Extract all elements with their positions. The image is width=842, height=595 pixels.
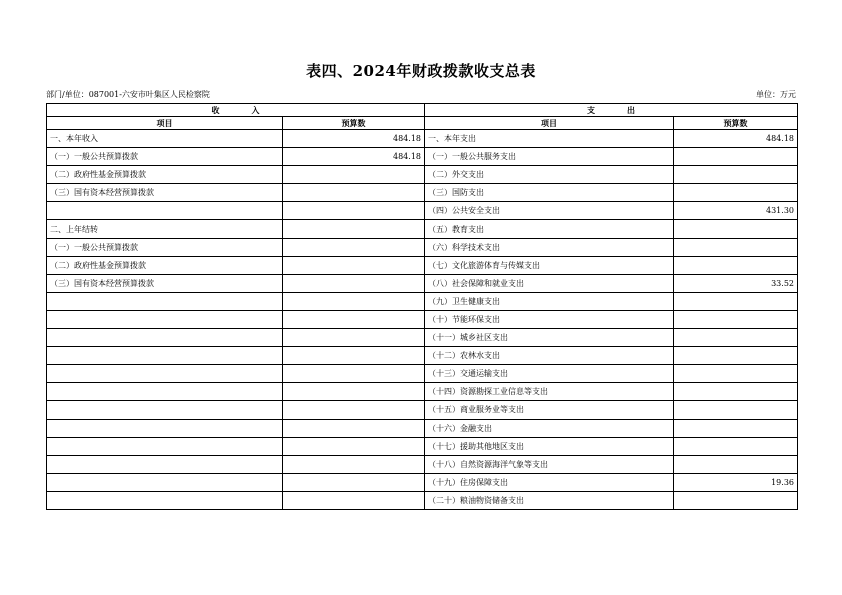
income-budget-header: 预算数 — [283, 117, 425, 130]
income-item-cell — [47, 401, 283, 419]
expense-section-header: 支 出 — [425, 104, 798, 117]
income-value-cell — [283, 292, 425, 310]
section-header-row — [47, 104, 798, 117]
income-value-cell — [283, 220, 425, 238]
department-label: 部门/单位：087001-六安市叶集区人民检察院 — [46, 90, 210, 99]
expense-item-cell: 一、本年支出 — [425, 130, 674, 148]
expense-item-cell: （六）科学技术支出 — [425, 238, 674, 256]
table-row — [47, 184, 798, 202]
income-item-cell: （三）国有资本经营预算拨款 — [47, 274, 283, 292]
expense-value-cell — [674, 220, 798, 238]
income-value-cell — [283, 274, 425, 292]
expense-value-cell: 19.36 — [674, 473, 798, 491]
expense-value-cell — [674, 437, 798, 455]
expense-item-cell: （十七）援助其他地区支出 — [425, 437, 674, 455]
income-item-cell: 二、上年结转 — [47, 220, 283, 238]
expense-value-cell — [674, 310, 798, 328]
income-item-cell: （二）政府性基金预算拨款 — [47, 256, 283, 274]
income-item-header: 项目 — [47, 117, 283, 130]
income-value-cell — [283, 347, 425, 365]
income-value-cell — [283, 184, 425, 202]
table-row — [47, 329, 798, 347]
expense-budget-header: 预算数 — [674, 117, 798, 130]
budget-summary-table — [46, 103, 798, 510]
table-row — [47, 383, 798, 401]
expense-item-cell: （十一）城乡社区支出 — [425, 329, 674, 347]
expense-value-cell: 484.18 — [674, 130, 798, 148]
expense-item-cell: （十六）金融支出 — [425, 419, 674, 437]
income-item-cell — [47, 473, 283, 491]
expense-value-cell — [674, 455, 798, 473]
income-value-cell — [283, 383, 425, 401]
income-item-cell — [47, 365, 283, 383]
income-value-cell — [283, 329, 425, 347]
table-row — [47, 292, 798, 310]
expense-value-cell — [674, 383, 798, 401]
expense-item-cell: （三）国防支出 — [425, 184, 674, 202]
table-row — [47, 274, 798, 292]
expense-item-cell: （二十）粮油物资储备支出 — [425, 491, 674, 509]
table-row — [47, 256, 798, 274]
table-row — [47, 419, 798, 437]
expense-item-cell: （七）文化旅游体育与传媒支出 — [425, 256, 674, 274]
expense-item-cell: （十八）自然资源海洋气象等支出 — [425, 455, 674, 473]
expense-item-cell: （八）社会保障和就业支出 — [425, 274, 674, 292]
table-row — [47, 401, 798, 419]
income-value-cell — [283, 491, 425, 509]
income-value-cell — [283, 437, 425, 455]
expense-item-cell: （十五）商业服务业等支出 — [425, 401, 674, 419]
expense-item-cell: （一）一般公共服务支出 — [425, 148, 674, 166]
table-row — [47, 148, 798, 166]
income-item-cell — [47, 455, 283, 473]
income-item-cell: 一、本年收入 — [47, 130, 283, 148]
expense-value-cell — [674, 256, 798, 274]
expense-item-cell: （十二）农林水支出 — [425, 347, 674, 365]
income-item-cell — [47, 292, 283, 310]
table-row — [47, 130, 798, 148]
expense-value-cell — [674, 184, 798, 202]
income-value-cell — [283, 473, 425, 491]
income-item-cell — [47, 491, 283, 509]
income-item-cell: （一）一般公共预算拨款 — [47, 238, 283, 256]
expense-item-cell: （十四）资源勘探工业信息等支出 — [425, 383, 674, 401]
expense-value-cell — [674, 148, 798, 166]
income-value-cell — [283, 166, 425, 184]
expense-item-cell: （十三）交通运输支出 — [425, 365, 674, 383]
table-row — [47, 310, 798, 328]
column-header-row — [47, 117, 798, 130]
expense-value-cell: 33.52 — [674, 274, 798, 292]
income-value-cell: 484.18 — [283, 148, 425, 166]
expense-value-cell — [674, 347, 798, 365]
expense-value-cell — [674, 365, 798, 383]
income-item-cell — [47, 383, 283, 401]
table-row — [47, 202, 798, 220]
table-row — [47, 220, 798, 238]
table-row — [47, 491, 798, 509]
expense-value-cell — [674, 419, 798, 437]
income-value-cell — [283, 365, 425, 383]
expense-item-cell: （十九）住房保障支出 — [425, 473, 674, 491]
income-value-cell: 484.18 — [283, 130, 425, 148]
income-value-cell — [283, 455, 425, 473]
income-value-cell — [283, 238, 425, 256]
table-row — [47, 365, 798, 383]
income-item-cell — [47, 347, 283, 365]
expense-value-cell — [674, 292, 798, 310]
expense-item-cell: （二）外交支出 — [425, 166, 674, 184]
table-row — [47, 347, 798, 365]
table-row — [47, 455, 798, 473]
expense-value-cell: 431.30 — [674, 202, 798, 220]
income-item-cell: （三）国有资本经营预算拨款 — [47, 184, 283, 202]
income-item-cell — [47, 437, 283, 455]
income-value-cell — [283, 256, 425, 274]
expense-value-cell — [674, 238, 798, 256]
income-value-cell — [283, 202, 425, 220]
unit-label: 单位：万元 — [756, 90, 796, 99]
table-row — [47, 473, 798, 491]
expense-item-cell: （十）节能环保支出 — [425, 310, 674, 328]
income-value-cell — [283, 401, 425, 419]
table-body — [47, 130, 798, 510]
income-section-header: 收 入 — [47, 104, 425, 117]
expense-value-cell — [674, 491, 798, 509]
income-item-cell: （二）政府性基金预算拨款 — [47, 166, 283, 184]
expense-item-cell: （九）卫生健康支出 — [425, 292, 674, 310]
income-item-cell — [47, 329, 283, 347]
expense-value-cell — [674, 166, 798, 184]
expense-value-cell — [674, 329, 798, 347]
income-item-cell — [47, 419, 283, 437]
income-item-cell: （一）一般公共预算拨款 — [47, 148, 283, 166]
expense-item-cell: （四）公共安全支出 — [425, 202, 674, 220]
table-row — [47, 238, 798, 256]
expense-value-cell — [674, 401, 798, 419]
table-row — [47, 437, 798, 455]
income-value-cell — [283, 419, 425, 437]
income-item-cell — [47, 202, 283, 220]
expense-item-header: 项目 — [425, 117, 674, 130]
expense-item-cell: （五）教育支出 — [425, 220, 674, 238]
income-value-cell — [283, 310, 425, 328]
income-item-cell — [47, 310, 283, 328]
page-title: 表四、2024年财政拨款收支总表 — [306, 62, 536, 80]
table-row — [47, 166, 798, 184]
